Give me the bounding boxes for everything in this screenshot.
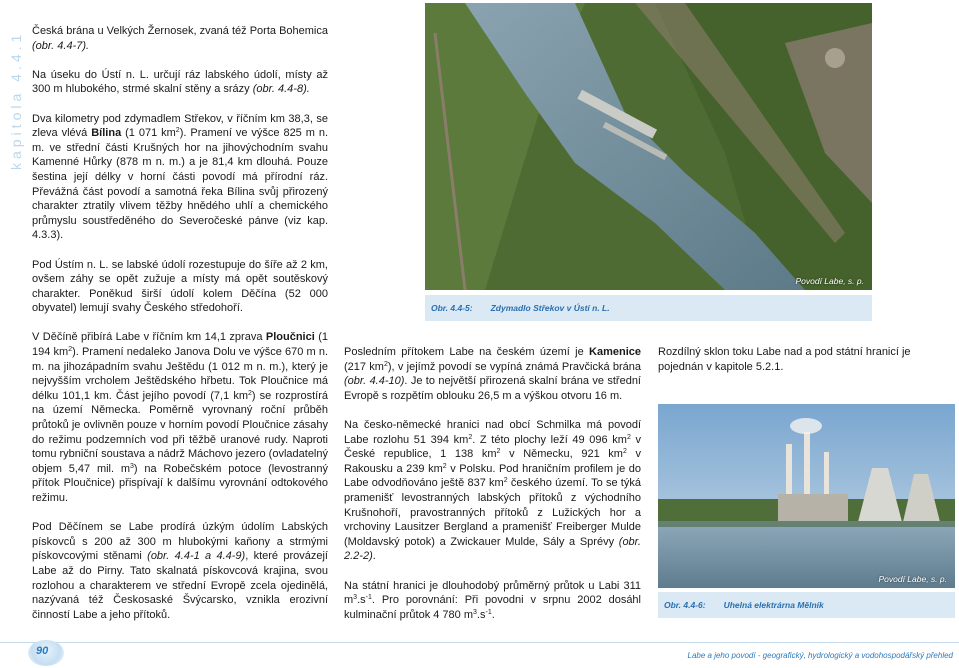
paragraph-pod-decinem: Pod Děčínem se Labe prodírá úzkým údolím Labských pískovců s 200 až 300 m hlubokými kaňony a strmými pískovcovými stěnami (obr. 4.4-1 a 4.4-9), které provázejí Labe až do Pirny. Tato skalnatá pískovcová krajina, svou rozlohou a charakterem ve střední Evropě zcela ojedinělá, nazývaná též Českosaské Švýcarsko, vznikla erozivní činností Labe a jeho přítoků. bbox=[32, 521, 328, 621]
text-column-1 bbox=[32, 24, 328, 637]
figure-title: Zdymadlo Střekov v Ústí n. L. bbox=[490, 303, 610, 313]
paragraph-kamenice: Posledním přítokem Labe na českém území je Kamenice (217 $km^2$), v jejímž povodí se vypíná známá Pravčická brána (obr. 4.4-10). Je to největší přirozená skalní brána ve střední Evropě s rozpětím oblouku 26,5 m a výškou otvoru 16 m. bbox=[344, 346, 641, 402]
paragraph-usti: Na úseku do Ústí n. L. určují ráz labského údolí, místy až 300 m hlubokého, strmé skalní stěny a srázy (obr. 4.4-8). bbox=[32, 68, 328, 96]
footer-title: Labe a jeho povodí - geografický, hydrologický a vodohospodářský přehled bbox=[687, 651, 953, 660]
photo-credit: Povodí Labe, s. p. bbox=[795, 276, 864, 286]
river-valley-image bbox=[425, 3, 872, 290]
photo-strekov-lock bbox=[425, 3, 872, 290]
paragraph-bilina: Dva kilometry pod zdymadlem Střekov, v říčním km 38,3, se zleva vlévá Bílina (1 071 $km^2$). Pramení ve výšce 825 m n. m. ve střední části Krušných hor na jihovýchodním svahu Kamenné Hůrky (878 m n. m.) a je 81,4 km dlouhá. Pouze šestina její délky v horní části povodí má přírodní ráz. Převážná část povodí a samotná řeka Bílina svůj přirozený charakter ztratily vlivem těžby hnědého uhlí a chemického průmyslu soustředěného do Severočeské pánve (viz kap. 4.3.3). bbox=[32, 112, 328, 242]
paragraph-porta-bohemica: Česká brána u Velkých Žernosek, zvaná též Porta Bohemica (obr. 4.4-7). bbox=[32, 25, 328, 52]
chapter-side-label: kapitola 4.4.1 bbox=[8, 30, 24, 170]
figure-ref[interactable]: (obr. 4.4-7). bbox=[32, 39, 90, 52]
figure-caption bbox=[425, 295, 872, 321]
figure-ref[interactable]: (obr. 4.4-10) bbox=[344, 375, 405, 388]
paragraph-border-catchment: Na česko-německé hranici nad obcí Schmilka má povodí Labe rozlohu 51 394 $km^2$. Z této plochy leží 49 096 $km^2$ v České republice, 1 138 $km^2$ v Německu, 921 $km^2$ v Rakousku a 239 $km^2$ v Polsku. Pod hraničním profilem je do Labe odvodňováno ještě 837 $km^2$ českého území. To se týká pramenišť levostranných labských přítoků z východního Krušnohoří, pravostranných přítoků z Lužických hor a vrchoviny Lausitzer Bergland a pramenišť Freiberger Mulde (Moldavský potok) a Zwickauer Mulde, Sály a Sprévy (obr. 2.2-2). bbox=[344, 418, 642, 563]
figure-caption bbox=[658, 592, 955, 618]
text-column-3 bbox=[658, 345, 955, 389]
photo-melnik-power-plant bbox=[658, 404, 955, 588]
paragraph-gradient-note: Rozdílný sklon toku Labe nad a pod státní hranicí je pojednán v kapitole 5.2.1. bbox=[658, 346, 911, 373]
photo-credit: Povodí Labe, s. p. bbox=[878, 574, 947, 584]
river-name-kamenice: Kamenice bbox=[589, 346, 641, 358]
paragraph-ploucnice: V Děčíně přibírá Labe v říčním km 14,1 zprava Ploučnici (1 194 $km^2$). Pramení nedaleko Janova Dolu ve výšce 670 m n. m. na jihozápadním svahu Ještědu (1 012 m n. m.), který je nejvyšším vrcholem Ještědského hřbetu. Tok Ploučnice má délku 101,1 km. Část jejího povodí (7,1 $km^2$) se rozprostírá na území Německa. Poměrně vyrovnaný roční průběh průtoků je ovlivněn pouze v horním povodí Ploučnice zásahy do režimu podzemních vod při těžbě uranové rudy. Naproti tomu rybniční soustava a nádrž Máchovo jezero (ovladatelný objem 5,47 mil. $m^3$) na Robečském potoce (levostranný přítok Ploučnice) přispívají k dalšímu vyrovnání odtokového režimu. bbox=[32, 331, 329, 504]
figure-number: Obr. 4.4-5: bbox=[431, 303, 473, 313]
footer-divider bbox=[0, 642, 959, 643]
figure-number: Obr. 4.4-6: bbox=[664, 600, 706, 610]
paragraph-pod-ustim: Pod Ústím n. L. se labské údolí rozestupuje do šíře až 2 km, ovšem záhy se opět zužuje a místy má opět soutěskový charakter. Poněkud širší údolí kolem Děčína (52 000 obyvatel) lemují svahy Českého středohoří. bbox=[32, 258, 328, 315]
river-name-ploucnice: Ploučnici bbox=[265, 331, 315, 344]
text-column-2 bbox=[344, 345, 641, 637]
power-plant-image bbox=[658, 404, 955, 588]
figure-ref[interactable]: (obr. 4.4-8). bbox=[252, 83, 310, 96]
figure-ref[interactable]: (obr. 2.2-2) bbox=[344, 535, 641, 563]
figure-title: Uhelná elektrárna Mělník bbox=[723, 600, 824, 610]
figure-ref[interactable]: (obr. 4.4-1 a 4.4-9) bbox=[147, 550, 246, 563]
paragraph-flow: Na státní hranici je dlouhodobý průměrný průtok u Labi 311 $m^3.s^{-1}$. Pro porovnání: Při povodni v srpnu 2002 dosáhl kulminační průtok 4 780 $m^3.s^{-1}$. bbox=[344, 579, 641, 621]
page-number: 90 bbox=[36, 645, 49, 657]
river-name-bilina: Bílina bbox=[91, 127, 122, 140]
